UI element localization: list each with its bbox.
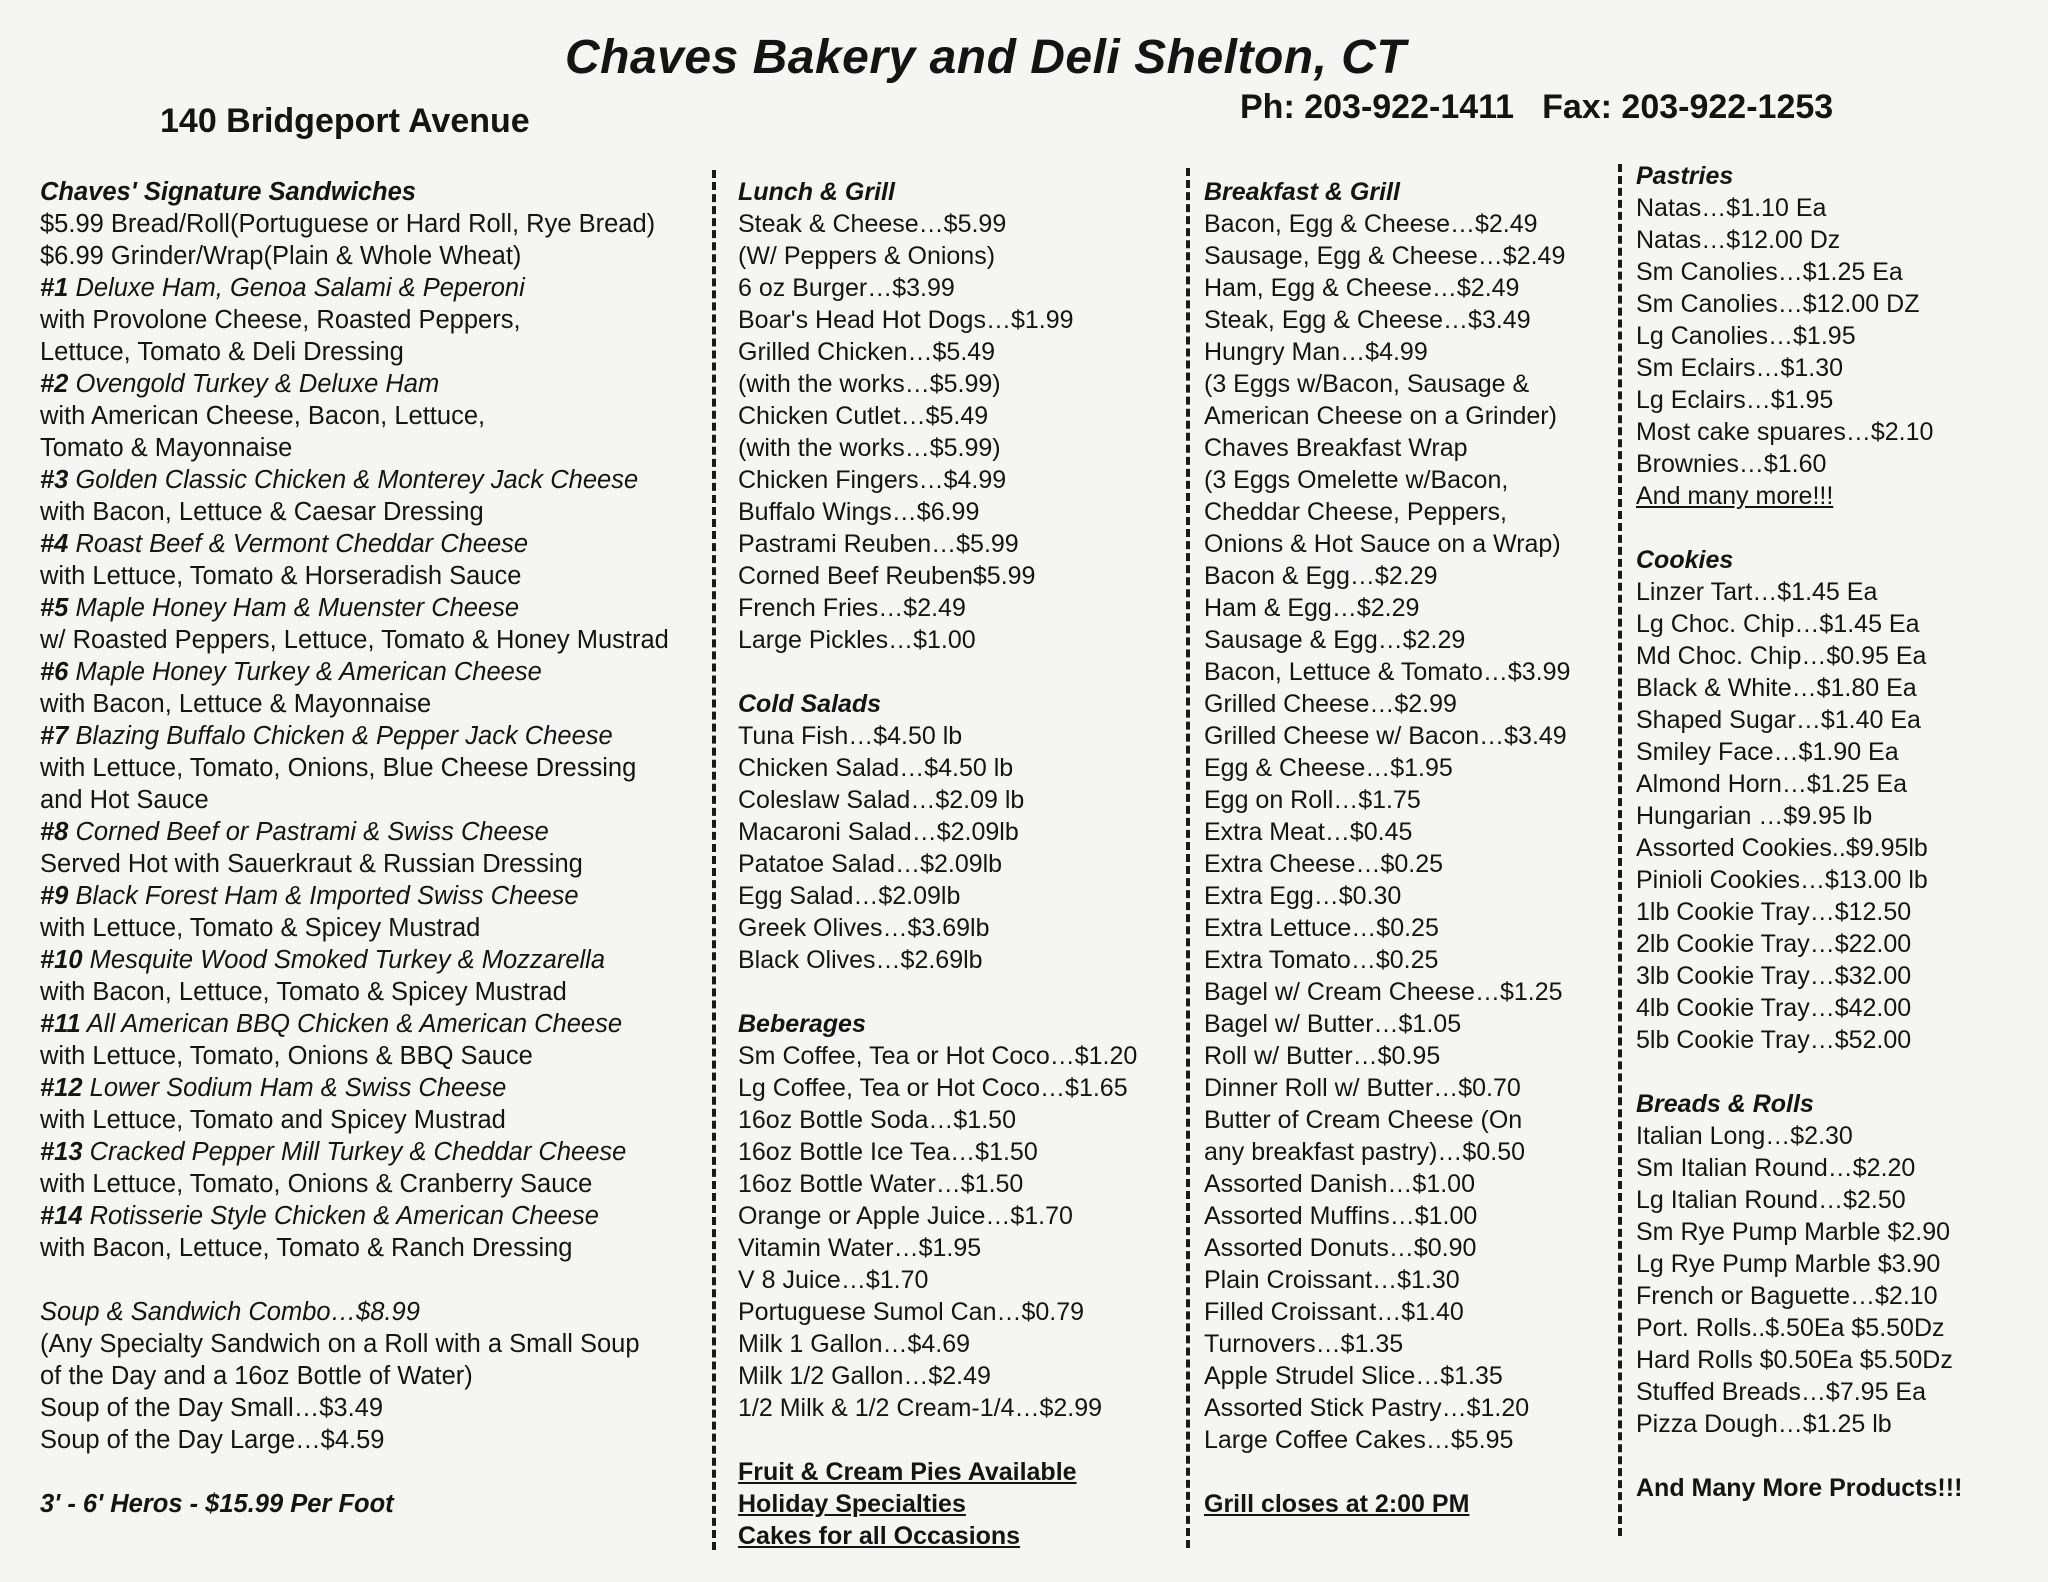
menu-item: Sm Canolies…$12.00 DZ (1636, 290, 1920, 318)
heros-price: 3' - 6' Heros - $15.99 Per Foot (40, 1490, 394, 1518)
menu-item: Sm Coffee, Tea or Hot Coco…$1.20 (738, 1042, 1138, 1070)
sandwich-number: #13 (40, 1138, 83, 1166)
menu-item: Sm Canolies…$1.25 Ea (1636, 258, 1903, 286)
breakfast-heading: Breakfast & Grill (1204, 178, 1400, 206)
menu-item: Smiley Face…$1.90 Ea (1636, 738, 1899, 766)
menu-item: Boar's Head Hot Dogs…$1.99 (738, 306, 1074, 334)
cakes-note: Cakes for all Occasions (738, 1522, 1021, 1550)
menu-item: Roll w/ Butter…$0.95 (1204, 1042, 1441, 1070)
menu-item: Sm Rye Pump Marble $2.90 (1636, 1218, 1951, 1246)
menu-item: any breakfast pastry)…$0.50 (1204, 1138, 1525, 1166)
menu-item: Milk 1/2 Gallon…$2.49 (738, 1362, 991, 1390)
pies-note: Fruit & Cream Pies Available (738, 1458, 1077, 1486)
menu-item: (W/ Peppers & Onions) (738, 242, 996, 270)
sandwich-number: #5 (40, 594, 69, 622)
menu-item: Sausage & Egg…$2.29 (1204, 626, 1466, 654)
lunch-column (738, 176, 1178, 1552)
sandwich-desc: with Bacon, Lettuce & Mayonnaise (40, 690, 432, 718)
menu-item: Black Olives…$2.69lb (738, 946, 983, 974)
menu-item: Sausage, Egg & Cheese…$2.49 (1204, 242, 1566, 270)
sandwich-desc: with Bacon, Lettuce, Tomato & Ranch Dressing (40, 1234, 573, 1262)
menu-item: American Cheese on a Grinder) (1204, 402, 1557, 430)
menu-item: (with the works…$5.99) (738, 370, 1001, 398)
phone-number: Ph: 203-922-1411 (1240, 88, 1515, 126)
sandwich-number: #1 (40, 274, 69, 302)
menu-item: Lg Rye Pump Marble $3.90 (1636, 1250, 1941, 1278)
sandwich-desc: and Hot Sauce (40, 786, 209, 814)
menu-item: Bacon, Egg & Cheese…$2.49 (1204, 210, 1538, 238)
menu-item: Assorted Donuts…$0.90 (1204, 1234, 1477, 1262)
sandwich-desc: with Provolone Cheese, Roasted Peppers, (40, 306, 521, 334)
menu-item: 2lb Cookie Tray…$22.00 (1636, 930, 1912, 958)
menu-item: Pizza Dough…$1.25 lb (1636, 1410, 1892, 1438)
menu-item: Port. Rolls..$.50Ea $5.50Dz (1636, 1314, 1945, 1342)
price-line: $6.99 Grinder/Wrap(Plain & Whole Wheat) (40, 242, 522, 270)
sandwich-name: Ovengold Turkey & Deluxe Ham (75, 370, 440, 398)
cookies-heading: Cookies (1636, 546, 1734, 574)
menu-item: Pastrami Reuben…$5.99 (738, 530, 1019, 558)
sandwich-item (40, 464, 690, 528)
menu-item: Lg Coffee, Tea or Hot Coco…$1.65 (738, 1074, 1128, 1102)
sandwich-desc: with Lettuce, Tomato, Onions, Blue Cheese Dressing (40, 754, 637, 782)
menu-item: Cheddar Cheese, Peppers, (1204, 498, 1507, 526)
sandwich-item (40, 720, 690, 816)
menu-item: Greek Olives…$3.69lb (738, 914, 990, 942)
menu-item: Hungarian …$9.95 lb (1636, 802, 1873, 830)
menu-item: Hungry Man…$4.99 (1204, 338, 1428, 366)
menu-item: Ham & Egg…$2.29 (1204, 594, 1420, 622)
sandwich-name: Blazing Buffalo Chicken & Pepper Jack Cheese (75, 722, 613, 750)
menu-item: Corned Beef Reuben$5.99 (738, 562, 1036, 590)
beverages-heading: Beberages (738, 1010, 866, 1038)
combo-desc: of the Day and a 16oz Bottle of Water) (40, 1362, 473, 1390)
menu-item: (with the works…$5.99) (738, 434, 1001, 462)
bakery-column (1636, 160, 2036, 1504)
menu-item: 5lb Cookie Tray…$52.00 (1636, 1026, 1912, 1054)
menu-item: French Fries…$2.49 (738, 594, 966, 622)
menu-item: Tuna Fish…$4.50 lb (738, 722, 963, 750)
menu-item: Italian Long…$2.30 (1636, 1122, 1853, 1150)
sandwich-name: Black Forest Ham & Imported Swiss Cheese (75, 882, 579, 910)
menu-item: Steak, Egg & Cheese…$3.49 (1204, 306, 1531, 334)
menu-item: 1lb Cookie Tray…$12.50 (1636, 898, 1912, 926)
menu-item: Linzer Tart…$1.45 Ea (1636, 578, 1878, 606)
sandwich-desc: with Lettuce, Tomato, Onions & BBQ Sauce (40, 1042, 533, 1070)
breads-heading: Breads & Rolls (1636, 1090, 1814, 1118)
sandwich-name: Corned Beef or Pastrami & Swiss Cheese (75, 818, 549, 846)
sandwich-item (40, 944, 690, 1008)
sandwich-desc: with Bacon, Lettuce, Tomato & Spicey Mustrad (40, 978, 567, 1006)
menu-item: Bacon & Egg…$2.29 (1204, 562, 1438, 590)
sandwich-number: #7 (40, 722, 69, 750)
cold-salads-heading: Cold Salads (738, 690, 882, 718)
menu-item: Brownies…$1.60 (1636, 450, 1827, 478)
sandwich-item (40, 592, 690, 656)
menu-item: Natas…$12.00 Dz (1636, 226, 1841, 254)
sandwich-desc: with American Cheese, Bacon, Lettuce, (40, 402, 486, 430)
menu-item: Chicken Salad…$4.50 lb (738, 754, 1014, 782)
menu-item: Lg Canolies…$1.95 (1636, 322, 1856, 350)
breakfast-column (1204, 176, 1609, 1520)
sandwich-number: #12 (40, 1074, 83, 1102)
menu-item: Dinner Roll w/ Butter…$0.70 (1204, 1074, 1521, 1102)
sandwich-name: All American BBQ Chicken & American Cheese (86, 1010, 623, 1038)
contact-numbers (1240, 88, 1833, 127)
sandwich-item (40, 272, 690, 368)
menu-item: Stuffed Breads…$7.95 Ea (1636, 1378, 1927, 1406)
sandwich-desc: Tomato & Mayonnaise (40, 434, 293, 462)
menu-item: Macaroni Salad…$2.09lb (738, 818, 1019, 846)
menu-item: Chaves Breakfast Wrap (1204, 434, 1468, 462)
pastries-more: And many more!!! (1636, 482, 1834, 510)
sandwich-item (40, 656, 690, 720)
sandwich-name: Maple Honey Turkey & American Cheese (75, 658, 542, 686)
menu-item: Egg & Cheese…$1.95 (1204, 754, 1453, 782)
combo-desc: (Any Specialty Sandwich on a Roll with a Small Soup (40, 1330, 640, 1358)
menu-item: Apple Strudel Slice…$1.35 (1204, 1362, 1503, 1390)
sandwich-number: #6 (40, 658, 69, 686)
menu-item: Large Coffee Cakes…$5.95 (1204, 1426, 1514, 1454)
sandwich-name: Cracked Pepper Mill Turkey & Cheddar Cheese (89, 1138, 627, 1166)
soup-item: Soup of the Day Small…$3.49 (40, 1394, 384, 1422)
menu-item: Lg Choc. Chip…$1.45 Ea (1636, 610, 1920, 638)
menu-item: Sm Italian Round…$2.20 (1636, 1154, 1916, 1182)
sandwich-item (40, 1200, 690, 1264)
menu-item: 16oz Bottle Soda…$1.50 (738, 1106, 1016, 1134)
menu-item: Orange or Apple Juice…$1.70 (738, 1202, 1073, 1230)
column-divider (712, 170, 716, 1550)
menu-item: 4lb Cookie Tray…$42.00 (1636, 994, 1912, 1022)
menu-item: Extra Meat…$0.45 (1204, 818, 1413, 846)
menu-item: Egg on Roll…$1.75 (1204, 786, 1421, 814)
sandwich-name: Lower Sodium Ham & Swiss Cheese (89, 1074, 507, 1102)
menu-item: V 8 Juice…$1.70 (738, 1266, 929, 1294)
menu-item: Lg Eclairs…$1.95 (1636, 386, 1834, 414)
sandwich-number: #8 (40, 818, 69, 846)
menu-item: 16oz Bottle Water…$1.50 (738, 1170, 1024, 1198)
combo-title: Soup & Sandwich Combo…$8.99 (40, 1298, 420, 1326)
sandwich-desc: Lettuce, Tomato & Deli Dressing (40, 338, 404, 366)
lunch-heading: Lunch & Grill (738, 178, 895, 206)
menu-item: Portuguese Sumol Can…$0.79 (738, 1298, 1085, 1326)
sandwich-name: Roast Beef & Vermont Cheddar Cheese (75, 530, 529, 558)
menu-item: Extra Tomato…$0.25 (1204, 946, 1439, 974)
pastries-heading: Pastries (1636, 162, 1734, 190)
menu-item: Filled Croissant…$1.40 (1204, 1298, 1464, 1326)
menu-item: 1/2 Milk & 1/2 Cream-1/4…$2.99 (738, 1394, 1103, 1422)
menu-item: Milk 1 Gallon…$4.69 (738, 1330, 971, 1358)
sandwich-number: #3 (40, 466, 69, 494)
menu-item: Bacon, Lettuce & Tomato…$3.99 (1204, 658, 1571, 686)
menu-item: Buffalo Wings…$6.99 (738, 498, 980, 526)
menu-item: Grilled Chicken…$5.49 (738, 338, 996, 366)
soup-item: Soup of the Day Large…$4.59 (40, 1426, 385, 1454)
menu-item: Md Choc. Chip…$0.95 Ea (1636, 642, 1927, 670)
sandwich-item (40, 528, 690, 592)
menu-item: Bagel w/ Cream Cheese…$1.25 (1204, 978, 1563, 1006)
menu-item: Large Pickles…$1.00 (738, 626, 976, 654)
sandwich-desc: with Lettuce, Tomato, Onions & Cranberry Sauce (40, 1170, 593, 1198)
column-divider (1618, 164, 1622, 1536)
sandwich-number: #4 (40, 530, 69, 558)
menu-item: Assorted Cookies..$9.95lb (1636, 834, 1928, 862)
menu-item: Chicken Cutlet…$5.49 (738, 402, 989, 430)
store-address: 140 Bridgeport Avenue (160, 102, 530, 140)
sandwich-item (40, 816, 690, 880)
menu-item: Extra Egg…$0.30 (1204, 882, 1402, 910)
menu-item: Onions & Hot Sauce on a Wrap) (1204, 530, 1561, 558)
sandwich-name: Maple Honey Ham & Muenster Cheese (75, 594, 520, 622)
sandwich-item (40, 1136, 690, 1200)
signature-sandwiches-section (40, 176, 690, 1520)
menu-item: Steak & Cheese…$5.99 (738, 210, 1007, 238)
menu-item: Coleslaw Salad…$2.09 lb (738, 786, 1025, 814)
sandwich-name: Mesquite Wood Smoked Turkey & Mozzarella (89, 946, 606, 974)
menu-item: Black & White…$1.80 Ea (1636, 674, 1917, 702)
sandwich-desc: with Lettuce, Tomato & Horseradish Sauce (40, 562, 522, 590)
sandwich-desc: with Lettuce, Tomato & Spicey Mustrad (40, 914, 481, 942)
menu-item: 16oz Bottle Ice Tea…$1.50 (738, 1138, 1038, 1166)
sandwich-number: #9 (40, 882, 69, 910)
menu-item: Assorted Danish…$1.00 (1204, 1170, 1475, 1198)
sandwich-number: #2 (40, 370, 69, 398)
menu-item: 6 oz Burger…$3.99 (738, 274, 955, 302)
menu-item: Turnovers…$1.35 (1204, 1330, 1404, 1358)
menu-item: Ham, Egg & Cheese…$2.49 (1204, 274, 1520, 302)
sandwich-item (40, 1072, 690, 1136)
sandwich-desc: Served Hot with Sauerkraut & Russian Dressing (40, 850, 583, 878)
menu-item: Assorted Stick Pastry…$1.20 (1204, 1394, 1530, 1422)
menu-item: Hard Rolls $0.50Ea $5.50Dz (1636, 1346, 1953, 1374)
sandwich-desc: with Lettuce, Tomato and Spicey Mustrad (40, 1106, 506, 1134)
sandwich-number: #14 (40, 1202, 83, 1230)
sandwich-item (40, 1008, 690, 1072)
menu-item: Bagel w/ Butter…$1.05 (1204, 1010, 1462, 1038)
sandwich-number: #11 (40, 1010, 81, 1038)
menu-item: Egg Salad…$2.09lb (738, 882, 961, 910)
sandwich-name: Deluxe Ham, Genoa Salami & Peperoni (75, 274, 525, 302)
column-divider (1186, 168, 1190, 1548)
menu-item: 3lb Cookie Tray…$32.00 (1636, 962, 1912, 990)
menu-item: Butter of Cream Cheese (On (1204, 1106, 1523, 1134)
menu-item: Plain Croissant…$1.30 (1204, 1266, 1460, 1294)
menu-item: Vitamin Water…$1.95 (738, 1234, 982, 1262)
menu-item: Most cake spuares…$2.10 (1636, 418, 1934, 446)
menu-item: Almond Horn…$1.25 Ea (1636, 770, 1907, 798)
menu-item: Grilled Cheese w/ Bacon…$3.49 (1204, 722, 1567, 750)
sandwich-name: Rotisserie Style Chicken & American Cheese (89, 1202, 599, 1230)
menu-item: Sm Eclairs…$1.30 (1636, 354, 1844, 382)
sandwich-number: #10 (40, 946, 83, 974)
menu-item: Pinioli Cookies…$13.00 lb (1636, 866, 1928, 894)
menu-item: Grilled Cheese…$2.99 (1204, 690, 1457, 718)
price-line: $5.99 Bread/Roll(Portuguese or Hard Roll, Rye Bread) (40, 210, 656, 238)
menu-item: Extra Cheese…$0.25 (1204, 850, 1444, 878)
more-products-note: And Many More Products!!! (1636, 1474, 1963, 1502)
section-heading: Chaves' Signature Sandwiches (40, 178, 416, 206)
menu-item: Natas…$1.10 Ea (1636, 194, 1827, 222)
menu-item: Assorted Muffins…$1.00 (1204, 1202, 1478, 1230)
sandwich-name: Golden Classic Chicken & Monterey Jack Cheese (75, 466, 639, 494)
sandwich-desc: with Bacon, Lettuce & Caesar Dressing (40, 498, 484, 526)
menu-item: Lg Italian Round…$2.50 (1636, 1186, 1906, 1214)
menu-item: Chicken Fingers…$4.99 (738, 466, 1007, 494)
sandwich-item (40, 368, 690, 464)
page-title: Chaves Bakery and Deli Shelton, CT (565, 31, 1407, 84)
grill-closing-note: Grill closes at 2:00 PM (1204, 1490, 1470, 1518)
menu-item: (3 Eggs w/Bacon, Sausage & (1204, 370, 1530, 398)
holiday-note: Holiday Specialties (738, 1490, 966, 1518)
menu-item: Shaped Sugar…$1.40 Ea (1636, 706, 1921, 734)
sandwich-item (40, 880, 690, 944)
menu-item: Extra Lettuce…$0.25 (1204, 914, 1439, 942)
menu-item: (3 Eggs Omelette w/Bacon, (1204, 466, 1509, 494)
sandwich-desc: w/ Roasted Peppers, Lettuce, Tomato & Honey Mustrad (40, 626, 669, 654)
menu-item: Patatoe Salad…$2.09lb (738, 850, 1003, 878)
fax-number: Fax: 203-922-1253 (1542, 88, 1834, 126)
menu-item: French or Baguette…$2.10 (1636, 1282, 1938, 1310)
